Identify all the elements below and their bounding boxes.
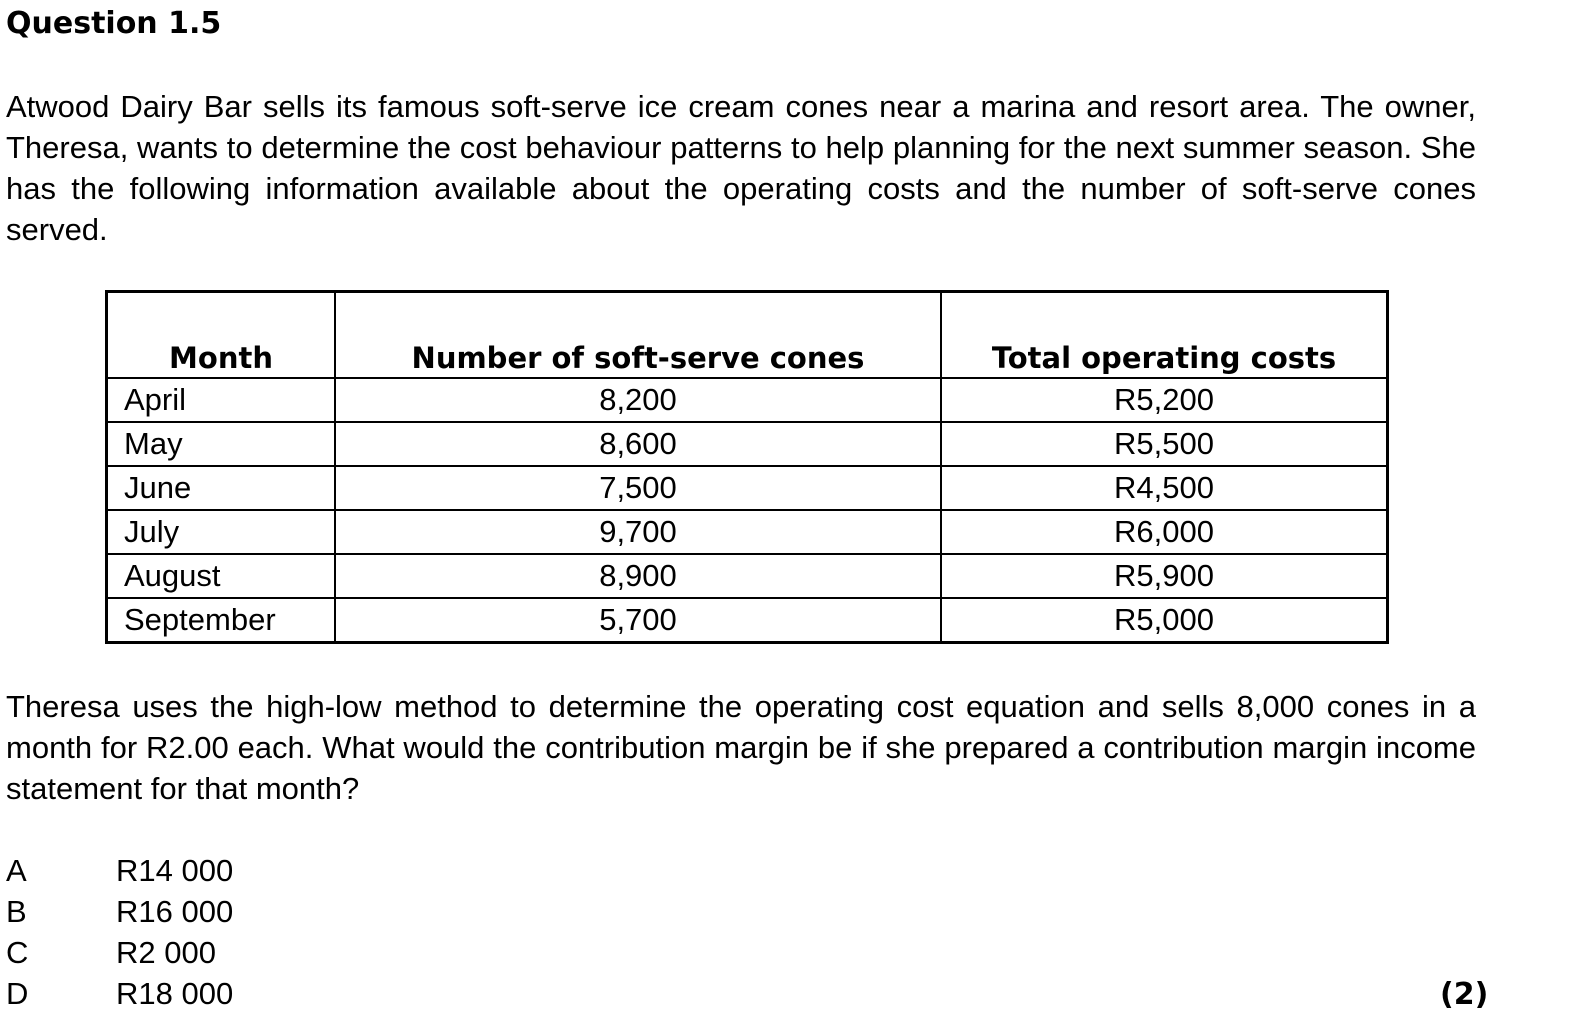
header-cones: Number of soft-serve cones bbox=[335, 292, 941, 379]
table-row bbox=[107, 510, 1388, 554]
cell-month: July bbox=[107, 510, 336, 554]
table-row bbox=[107, 422, 1388, 466]
cell-cost: R5,000 bbox=[941, 598, 1388, 643]
option-letter: C bbox=[6, 935, 29, 970]
cell-cones: 9,700 bbox=[335, 510, 941, 554]
cell-month: May bbox=[107, 422, 336, 466]
table-header-row bbox=[107, 292, 1388, 379]
table-row bbox=[107, 598, 1388, 643]
table-row bbox=[107, 378, 1388, 422]
cell-month: September bbox=[107, 598, 336, 643]
option-letter: A bbox=[6, 853, 27, 888]
question-intro: Atwood Dairy Bar sells its famous soft-serve ice cream cones near a marina and resort area. The owner, Theresa, wants to determine the cost behaviour patterns to help planning for the next summer season. She has the following information available about the operating costs and the number of soft-serve cones served. bbox=[6, 89, 1476, 247]
question-prompt: Theresa uses the high-low method to determine the operating cost equation and sells 8,000 cones in a month for R2.00 each. What would the contribution margin be if she prepared a contribution margin income statement for that month? bbox=[6, 689, 1476, 806]
table-row bbox=[107, 466, 1388, 510]
answer-option-a[interactable] bbox=[6, 850, 233, 891]
option-letter: D bbox=[6, 976, 29, 1011]
answer-option-d[interactable] bbox=[6, 973, 233, 1014]
cell-cones: 7,500 bbox=[335, 466, 941, 510]
cell-cost: R6,000 bbox=[941, 510, 1388, 554]
table-row bbox=[107, 554, 1388, 598]
cell-cones: 5,700 bbox=[335, 598, 941, 643]
cell-cones: 8,900 bbox=[335, 554, 941, 598]
answer-option-c[interactable] bbox=[6, 932, 233, 973]
answer-options bbox=[6, 850, 233, 1014]
header-month: Month bbox=[107, 292, 336, 379]
cell-month: April bbox=[107, 378, 336, 422]
option-value: R14 000 bbox=[116, 853, 234, 888]
question-title: Question 1.5 bbox=[6, 6, 222, 41]
marks-label: (2) bbox=[1440, 977, 1489, 1012]
cell-cones: 8,200 bbox=[335, 378, 941, 422]
header-cost: Total operating costs bbox=[941, 292, 1388, 379]
cell-cost: R5,200 bbox=[941, 378, 1388, 422]
option-letter: B bbox=[6, 894, 27, 929]
cell-month: June bbox=[107, 466, 336, 510]
cell-cost: R4,500 bbox=[941, 466, 1388, 510]
cell-cones: 8,600 bbox=[335, 422, 941, 466]
option-value: R2 000 bbox=[116, 935, 216, 970]
answer-option-b[interactable] bbox=[6, 891, 233, 932]
cost-data-table bbox=[105, 290, 1389, 644]
option-value: R16 000 bbox=[116, 894, 234, 929]
cell-month: August bbox=[107, 554, 336, 598]
cell-cost: R5,500 bbox=[941, 422, 1388, 466]
cell-cost: R5,900 bbox=[941, 554, 1388, 598]
option-value: R18 000 bbox=[116, 976, 234, 1011]
